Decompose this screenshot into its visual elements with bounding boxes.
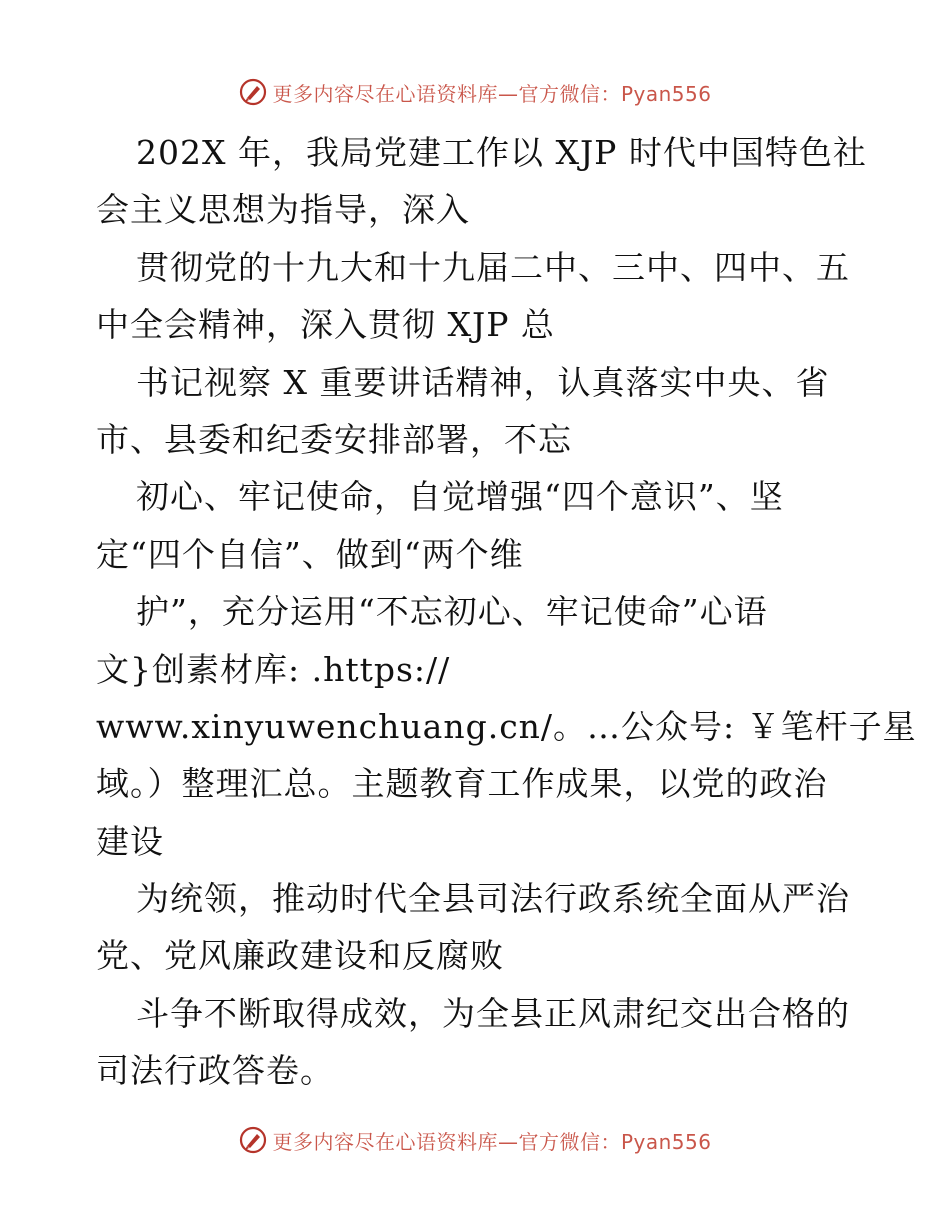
- document-line: 书记视察 X 重要讲话精神，认真落实中央、省: [136, 362, 830, 402]
- document-line: 会主义思想为指导，深入: [96, 190, 470, 230]
- document-line: 建设: [96, 821, 164, 861]
- document-line: 中全会精神，深入贯彻 XJP 总: [96, 305, 555, 345]
- pen-logo-icon: [238, 1125, 268, 1155]
- document-line: 定“四个自信”、做到“两个维: [96, 534, 524, 574]
- document-line: 司法行政答卷。: [96, 1051, 334, 1091]
- document-line: 党、党风廉政建设和反腐败: [96, 936, 504, 976]
- footer-watermark-banner: [0, 1120, 950, 1160]
- header-watermark-text: 更多内容尽在心语资料库—官方微信：Pyan556: [272, 81, 712, 106]
- header-watermark-banner: [0, 72, 950, 112]
- document-line: www.xinyuwenchuang.cn/。…公众号: ￥笔杆子星: [96, 706, 917, 746]
- document-line: 域。）整理汇总。主题教育工作成果，以党的政治: [96, 764, 828, 804]
- document-line: 202X 年，我局党建工作以 XJP 时代中国特色社: [136, 133, 867, 172]
- pen-logo-icon: [238, 77, 268, 107]
- document-line: 初心、牢记使命，自觉增强“四个意识”、坚: [136, 477, 784, 517]
- document-line: 护”，充分运用“不忘初心、牢记使命”心语: [136, 592, 768, 632]
- document-line: 为统领，推动时代全县司法行政系统全面从严治: [136, 879, 850, 919]
- document-line: 文}创素材库: .https://: [96, 649, 451, 689]
- document-line: 市、县委和纪委安排部署，不忘: [96, 419, 572, 459]
- footer-watermark-text: 更多内容尽在心语资料库—官方微信：Pyan556: [272, 1129, 712, 1154]
- document-line: 贯彻党的十九大和十九届二中、三中、四中、五: [136, 247, 850, 287]
- document-body: [96, 124, 917, 1100]
- document-line: 斗争不断取得成效，为全县正风肃纪交出合格的: [136, 993, 850, 1033]
